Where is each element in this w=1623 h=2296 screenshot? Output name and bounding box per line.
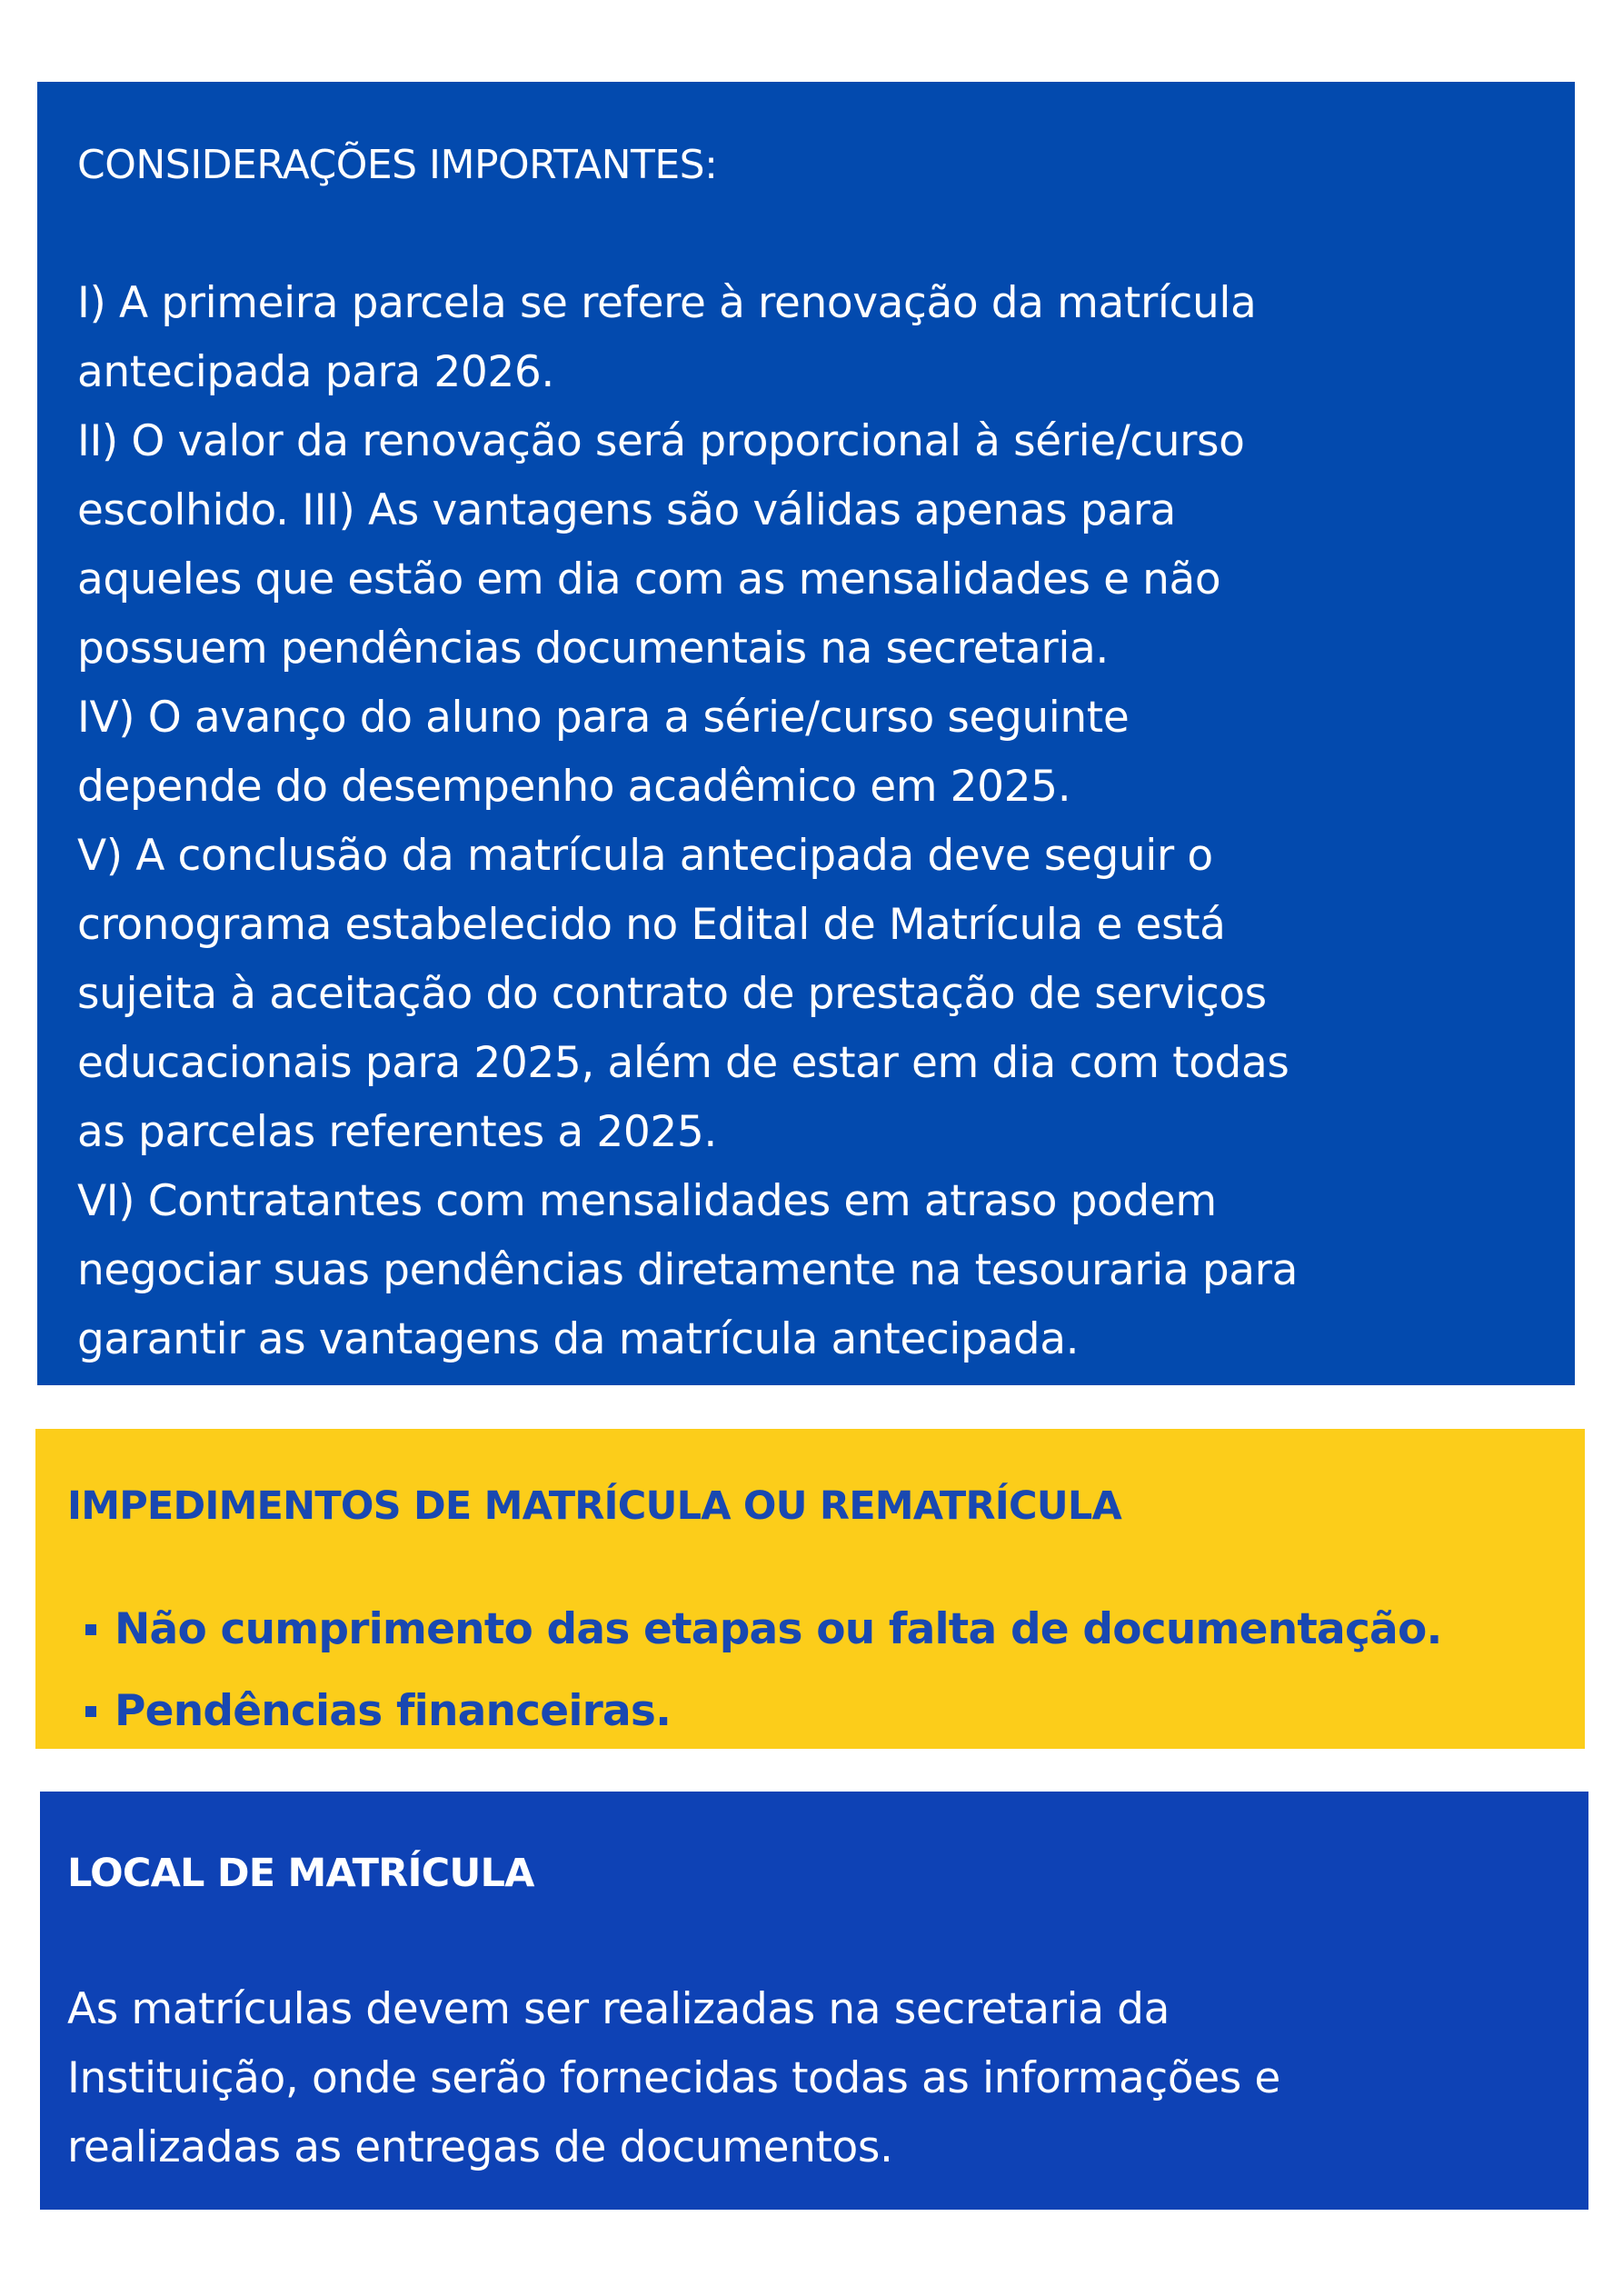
considerations-line: IV) O avanço do aluno para a série/curso seguinte (77, 693, 1130, 743)
location-line: As matrículas devem ser realizadas na secretaria da (67, 1984, 1170, 2034)
impediments-list (67, 1589, 1553, 1752)
considerations-line: V) A conclusão da matrícula antecipada deve seguir o (77, 831, 1213, 881)
considerations-line: II) O valor da renovação será proporcional à série/curso (77, 416, 1245, 466)
considerations-line: depende do desempenho acadêmico em 2025. (77, 762, 1071, 812)
impediments-title: IMPEDIMENTOS DE MATRÍCULA OU REMATRÍCULA (67, 1483, 1121, 1529)
list-item-text: Pendências financeiras. (115, 1686, 672, 1736)
spacer (77, 200, 1535, 269)
list-item-text: Não cumprimento das etapas ou falta de documentação. (115, 1604, 1442, 1654)
list-item (85, 1671, 1553, 1752)
considerations-box (37, 82, 1575, 1385)
considerations-line: sujeita à aceitação do contrato de prestação de serviços (77, 969, 1267, 1019)
square-bullet-icon (85, 1624, 96, 1635)
location-title: LOCAL DE MATRÍCULA (67, 1851, 534, 1896)
considerations-line: VI) Contratantes com mensalidades em atraso podem (77, 1176, 1217, 1226)
impediments-box (35, 1429, 1585, 1749)
location-line: realizadas as entregas de documentos. (67, 2122, 893, 2172)
considerations-line: cronograma estabelecido no Edital de Matrícula e está (77, 900, 1226, 950)
considerations-line: educacionais para 2025, além de estar em dia com todas (77, 1038, 1289, 1088)
considerations-line: garantir as vantagens da matrícula antecipada. (77, 1314, 1080, 1364)
considerations-line: possuem pendências documentais na secretaria. (77, 624, 1109, 674)
considerations-line: escolhido. III) As vantagens são válidas apenas para (77, 485, 1176, 535)
considerations-title: CONSIDERAÇÕES IMPORTANTES: (77, 142, 718, 188)
square-bullet-icon (85, 1706, 96, 1717)
considerations-line: negociar suas pendências diretamente na tesouraria para (77, 1245, 1298, 1295)
list-item (85, 1589, 1553, 1671)
considerations-line: I) A primeira parcela se refere à renovação da matrícula (77, 278, 1257, 328)
location-text (67, 1975, 1561, 2182)
location-line: Instituição, onde serão fornecidas todas as informações e (67, 2053, 1280, 2103)
considerations-line: antecipada para 2026. (77, 347, 554, 397)
location-box (40, 1792, 1588, 2210)
considerations-text (77, 269, 1535, 1374)
considerations-line: as parcelas referentes a 2025. (77, 1107, 717, 1157)
considerations-line: aqueles que estão em dia com as mensalidades e não (77, 554, 1221, 604)
